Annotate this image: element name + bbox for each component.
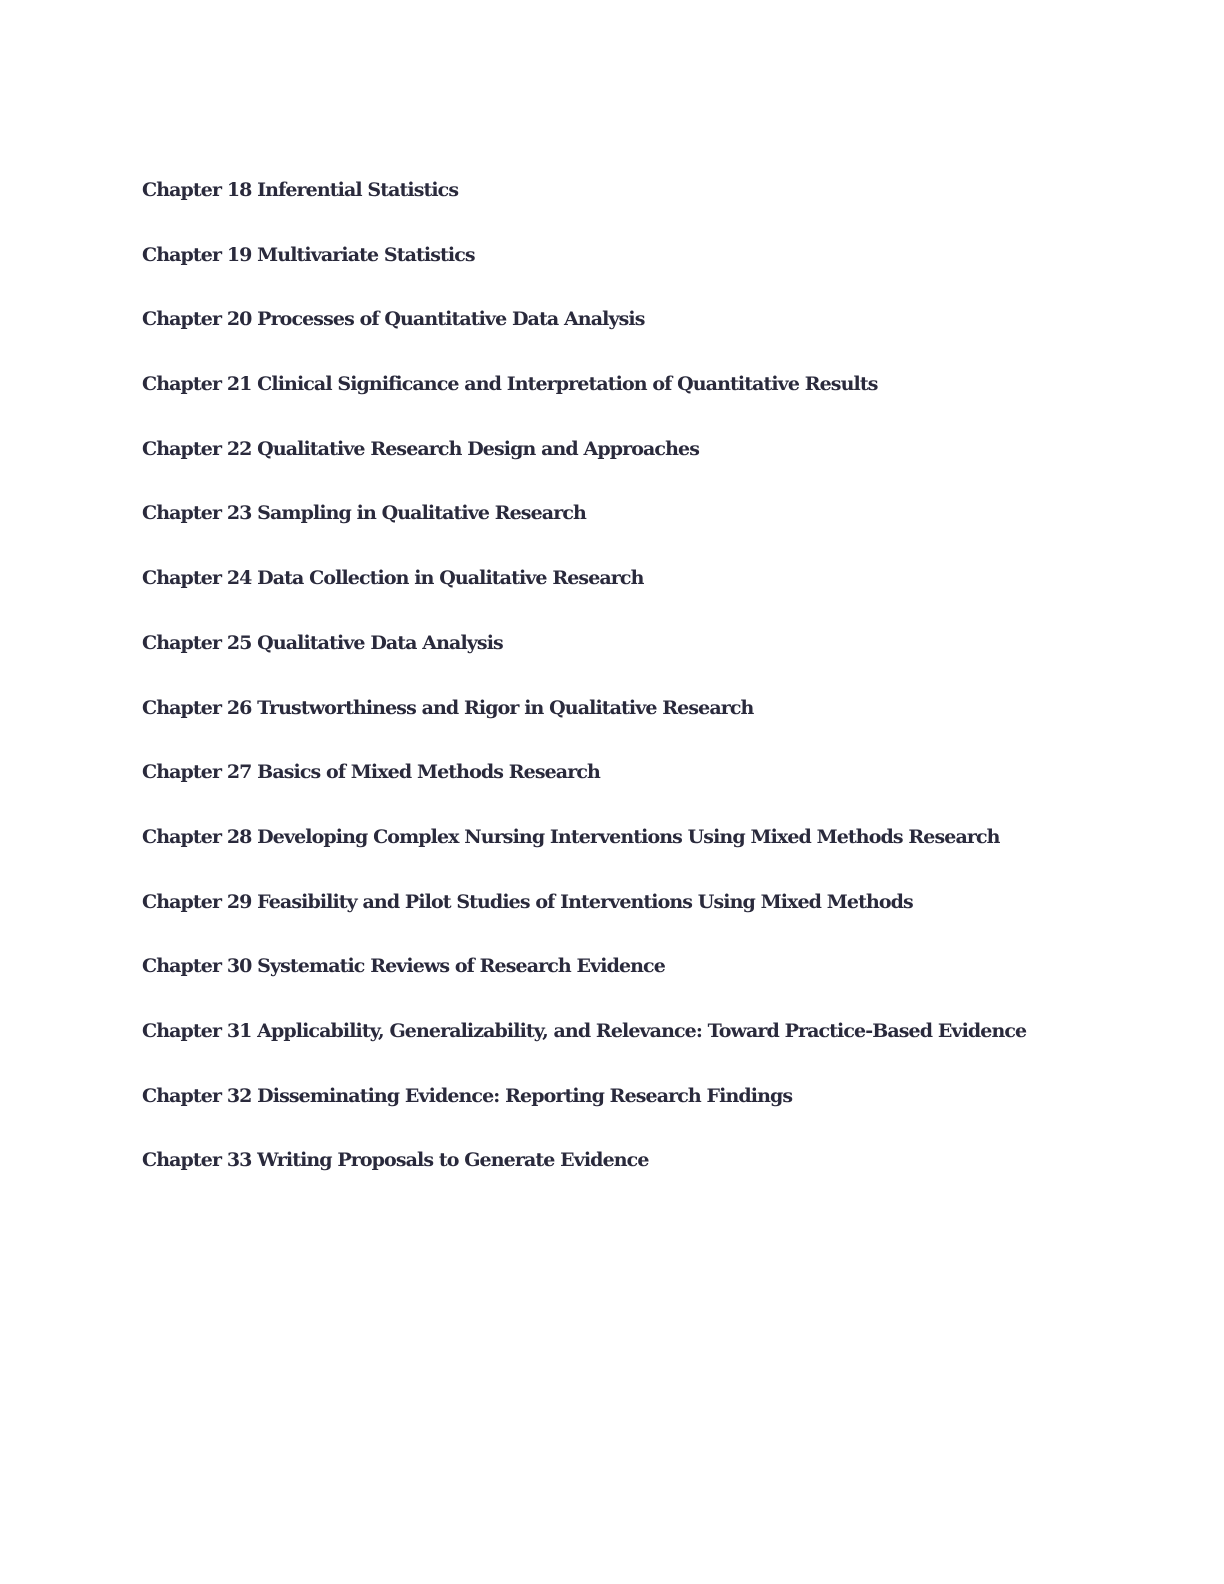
chapter-entry: Chapter 18 Inferential Statistics <box>142 179 459 201</box>
chapter-entry: Chapter 31 Applicability, Generalizability, and Relevance: Toward Practice-Based Evidence <box>142 1019 1027 1042</box>
chapter-entry: Chapter 24 Data Collection in Qualitative Research <box>142 567 644 590</box>
chapter-entry: Chapter 33 Writing Proposals to Generate Evidence <box>142 1149 649 1172</box>
chapter-entry: Chapter 27 Basics of Mixed Methods Research <box>142 761 600 784</box>
chapter-entry: Chapter 28 Developing Complex Nursing Interventions Using Mixed Methods Research <box>142 825 1000 848</box>
chapter-entry: Chapter 19 Multivariate Statistics <box>142 243 475 266</box>
chapter-entry: Chapter 30 Systematic Reviews of Research Evidence <box>142 955 665 978</box>
chapter-entry: Chapter 23 Sampling in Qualitative Research <box>142 502 586 525</box>
chapter-entry: Chapter 29 Feasibility and Pilot Studies of Interventions Using Mixed Methods <box>142 890 913 913</box>
chapter-entry: Chapter 22 Qualitative Research Design and Approaches <box>142 437 699 460</box>
chapter-entry: Chapter 26 Trustworthiness and Rigor in Qualitative Research <box>142 696 754 719</box>
chapter-entry: Chapter 25 Qualitative Data Analysis <box>142 631 503 654</box>
chapter-list <box>142 175 1026 1210</box>
chapter-entry: Chapter 21 Clinical Significance and Interpretation of Quantitative Results <box>142 373 878 396</box>
chapter-entry: Chapter 20 Processes of Quantitative Data Analysis <box>142 308 645 331</box>
chapter-entry: Chapter 32 Disseminating Evidence: Reporting Research Findings <box>142 1084 793 1107</box>
